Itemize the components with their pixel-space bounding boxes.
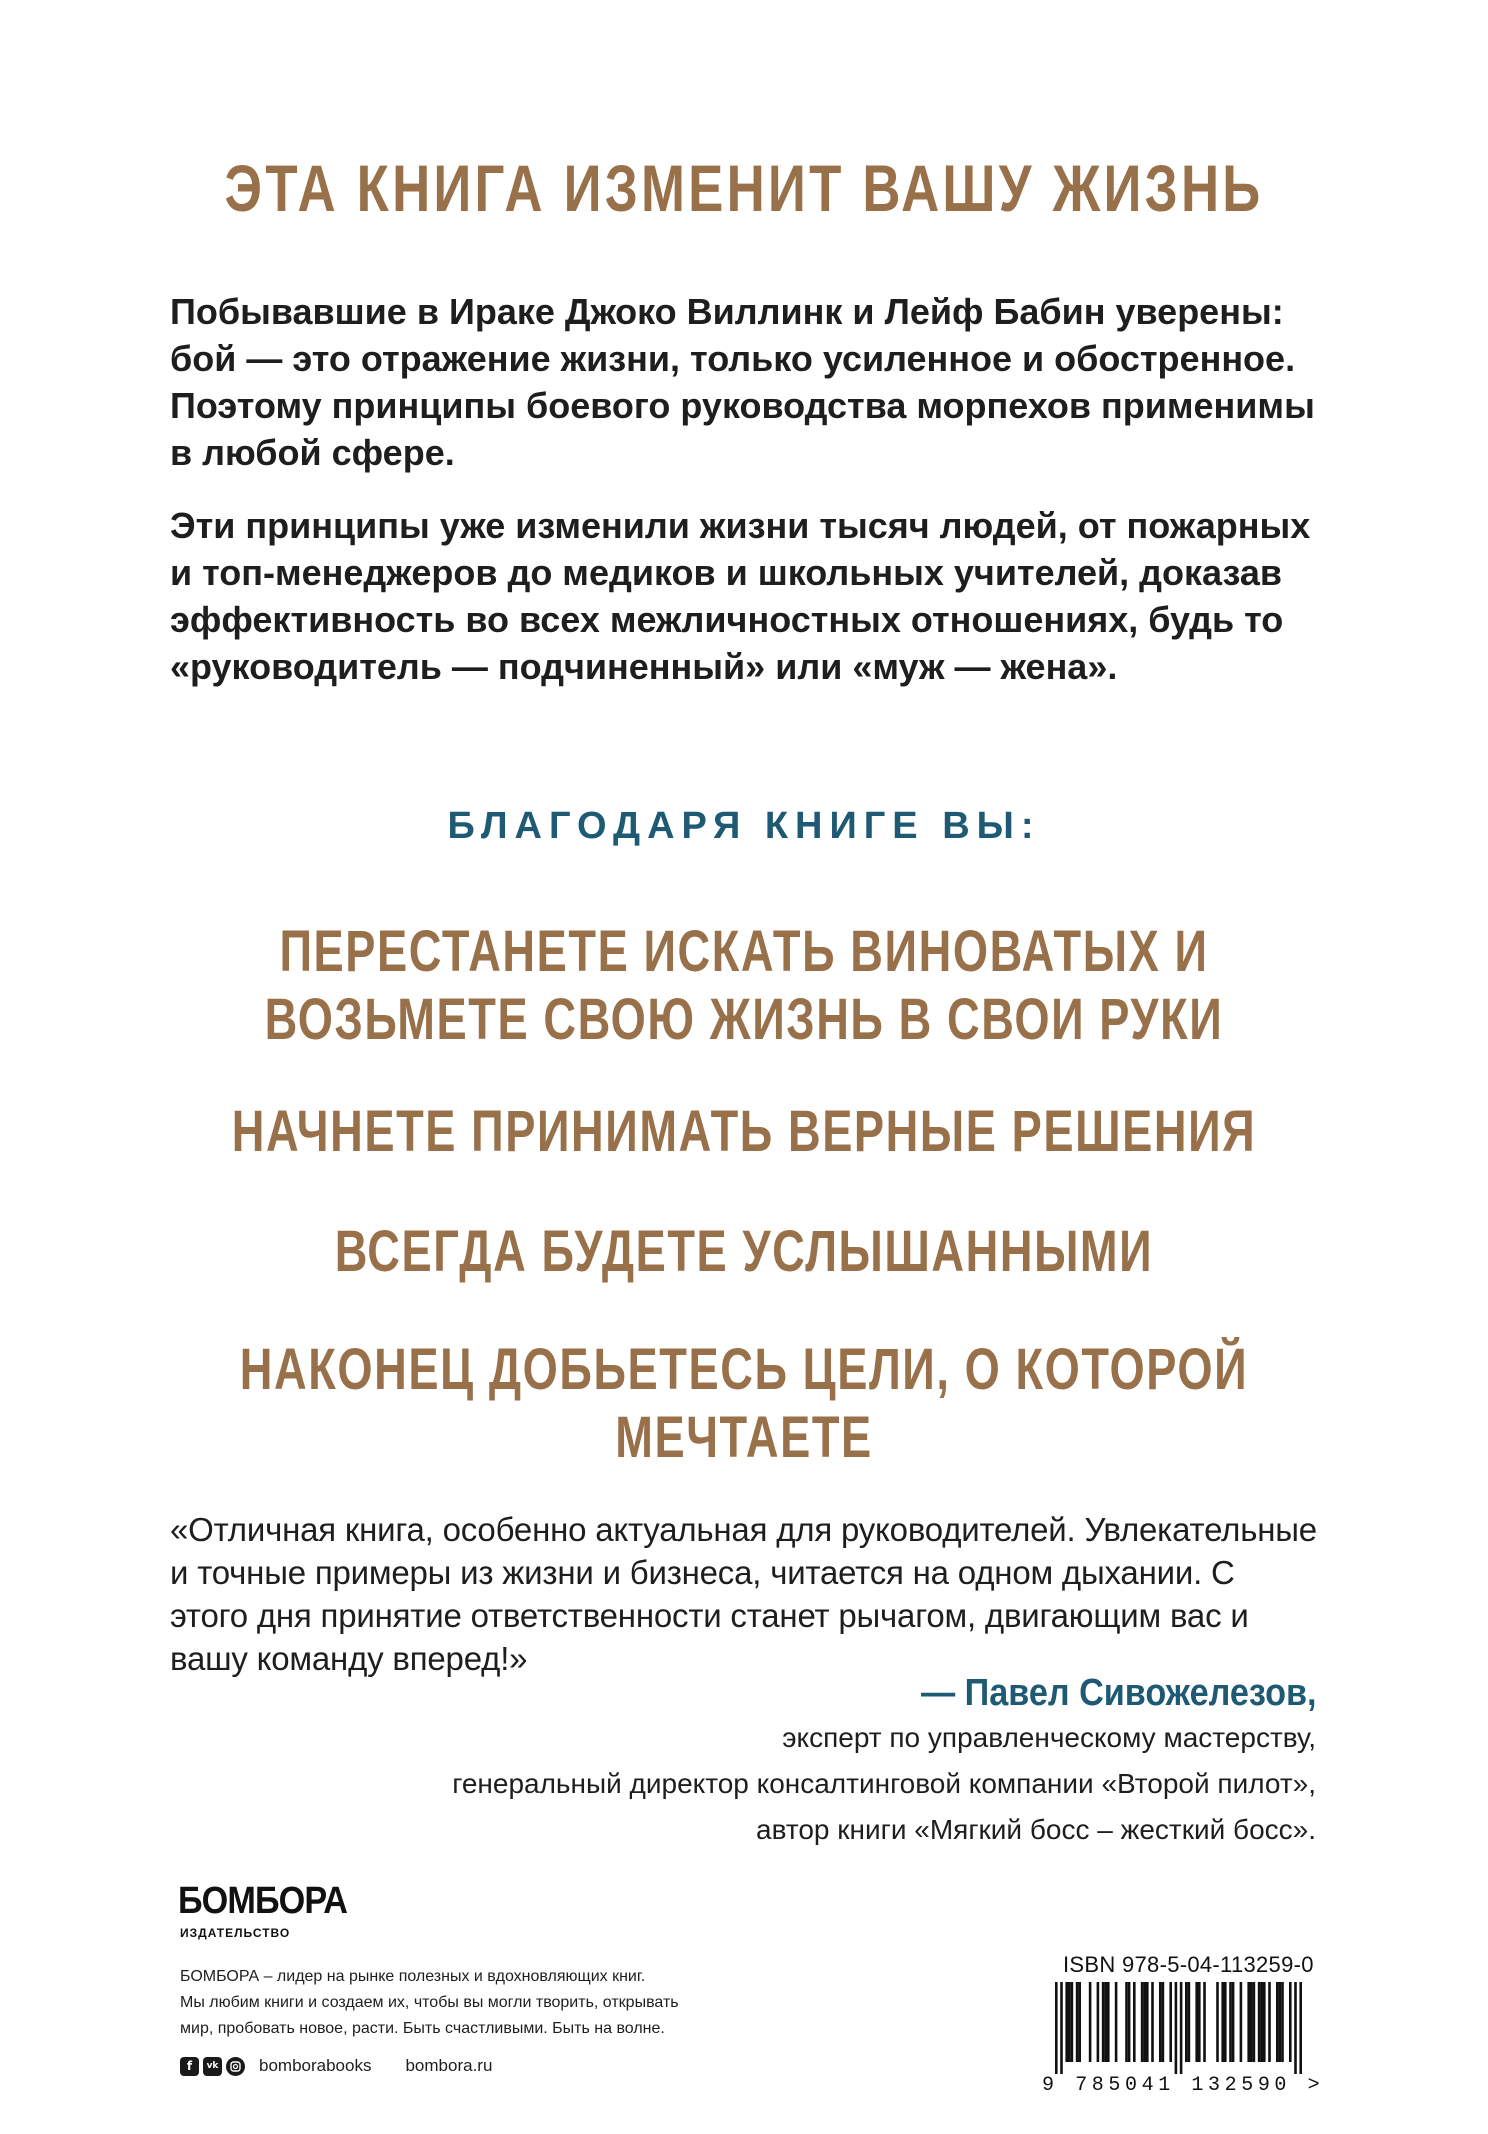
- quote-author: — Павел Сивожелезов,: [920, 1672, 1316, 1714]
- review-quote: «Отличная книга, особенно актуальная для руководителей. Увлекательные и точные примеры из жизни и бизнеса, читается на одном дыхании. С этого дня принятие ответственности станет рычагом, двигающим вас и вашу команду вперед!»: [170, 1511, 1317, 1677]
- social-handle-link[interactable]: bomborabooks: [259, 2056, 372, 2075]
- barcode-bar: [1141, 1982, 1144, 2062]
- barcode-bar: [1232, 1982, 1235, 2062]
- barcode-bar: [1143, 1982, 1146, 2062]
- facebook-icon[interactable]: f: [180, 2057, 199, 2076]
- barcode-bar: [1224, 1982, 1227, 2062]
- barcode-bar: [1185, 1982, 1188, 2062]
- barcode-bar: [1104, 1982, 1107, 2062]
- publisher-blurb-line: Мы любим книги и создаем их, чтобы вы могли творить, открывать: [180, 1994, 679, 2011]
- barcode-bar: [1240, 1982, 1243, 2062]
- barcode-bar: [1175, 1982, 1178, 2074]
- barcode-digits: 9 785041 132590 >: [1042, 2074, 1325, 2097]
- barcode-bar: [1258, 1982, 1261, 2062]
- barcode-bar: [1180, 1982, 1183, 2074]
- barcode-bar: [1260, 1982, 1263, 2062]
- barcode: [1055, 1982, 1317, 2074]
- barcode-bar: [1263, 1982, 1266, 2062]
- barcode-bar: [1279, 1982, 1282, 2062]
- benefits-heading: БЛАГОДАРЯ КНИГЕ ВЫ:: [447, 805, 1041, 847]
- barcode-bar: [1115, 1982, 1118, 2062]
- intro-paragraph-2: Эти принципы уже изменили жизни тысяч людей, от пожарных и топ-менеджеров до медиков и школьных учителей, доказав эффективность во всех межличностных отношениях, будь то «руководитель — подчиненный» или «муж — жена».: [170, 505, 1311, 687]
- intro-paragraph-1: Побывавшие в Ираке Джоко Виллинк и Лейф Бабин уверены: бой — это отражение жизни, только усиленное и обостренное. Поэтому принципы боевого руководства морпехов применимы в любой сфере.: [170, 291, 1315, 473]
- barcode-bar: [1071, 1982, 1074, 2062]
- barcode-bar: [1102, 1982, 1105, 2062]
- author-credit: автор книги «Мягкий босс – жесткий босс».: [756, 1814, 1316, 1845]
- barcode-bar: [1299, 1982, 1302, 2074]
- barcode-bar: [1198, 1982, 1201, 2062]
- publisher-blurb-line: мир, пробовать новое, расти. Быть счастливыми. Быть на волне.: [180, 2020, 665, 2037]
- author-credit: генеральный директор консалтинговой компании «Второй пилот»,: [452, 1768, 1316, 1799]
- barcode-bar: [1133, 1982, 1136, 2062]
- instagram-icon[interactable]: [226, 2057, 245, 2076]
- barcode-bar: [1294, 1982, 1297, 2074]
- barcode-bar: [1128, 1982, 1131, 2062]
- publisher-logo-subtitle: ИЗДАТЕЛЬСТВО: [180, 1926, 291, 1940]
- barcode-bar: [1203, 1982, 1206, 2062]
- publisher-blurb-line: БОМБОРА – лидер на рынке полезных и вдохновляющих книг.: [180, 1968, 646, 1985]
- barcode-bar: [1162, 1982, 1165, 2062]
- barcode-bar: [1169, 1982, 1172, 2062]
- barcode-bar: [1221, 1982, 1224, 2062]
- publisher-logo: БОМБОРА: [178, 1880, 348, 1922]
- barcode-bar: [1289, 1982, 1292, 2062]
- barcode-bar: [1151, 1982, 1154, 2062]
- barcode-bar: [1065, 1982, 1068, 2062]
- barcode-bar: [1276, 1982, 1279, 2062]
- barcode-bar: [1229, 1982, 1232, 2062]
- barcode-bar: [1060, 1982, 1063, 2074]
- benefit-item: ВСЕГДА БУДЕТЕ УСЛЫШАННЫМИ: [334, 1219, 1154, 1284]
- barcode-bar: [1281, 1982, 1284, 2062]
- headline: ЭТА КНИГА ИЗМЕНИТ ВАШУ ЖИЗНЬ: [224, 151, 1264, 225]
- barcode-bar: [1253, 1982, 1256, 2062]
- barcode-bar: [1216, 1982, 1219, 2062]
- barcode-bar: [1078, 1982, 1081, 2062]
- benefit-item: НАКОНЕЦ ДОБЬЕТЕСЬ ЦЕЛИ, О КОТОРОЙ МЕЧТАЕТЕ: [239, 1337, 1249, 1470]
- benefit-item: ПЕРЕСТАНЕТЕ ИСКАТЬ ВИНОВАТЫХ И ВОЗЬМЕТЕ СВОЮ ЖИЗНЬ В СВОИ РУКИ: [264, 919, 1224, 1052]
- barcode-bar: [1195, 1982, 1198, 2062]
- barcode-bar: [1268, 1982, 1271, 2062]
- barcode-bar: [1247, 1982, 1250, 2062]
- barcode-bar: [1188, 1982, 1191, 2062]
- barcode-bar: [1146, 1982, 1149, 2062]
- barcode-bar: [1068, 1982, 1071, 2062]
- author-credit: эксперт по управленческому мастерству,: [782, 1722, 1316, 1753]
- barcode-bar: [1089, 1982, 1092, 2062]
- isbn-label: ISBN 978-5-04-113259-0: [1063, 1952, 1314, 1977]
- benefit-item: НАЧНЕТЕ ПРИНИМАТЬ ВЕРНЫЕ РЕШЕНИЯ: [231, 1099, 1257, 1164]
- website-link[interactable]: bombora.ru: [405, 2056, 493, 2075]
- barcode-bar: [1107, 1982, 1110, 2062]
- barcode-bar: [1055, 1982, 1058, 2074]
- social-links: [180, 2056, 492, 2076]
- barcode-bar: [1159, 1982, 1162, 2062]
- barcode-bar: [1097, 1982, 1100, 2062]
- barcode-bar: [1125, 1982, 1128, 2062]
- vk-icon[interactable]: vk: [203, 2057, 222, 2076]
- barcode-bar: [1250, 1982, 1253, 2062]
- barcode-bar: [1076, 1982, 1079, 2062]
